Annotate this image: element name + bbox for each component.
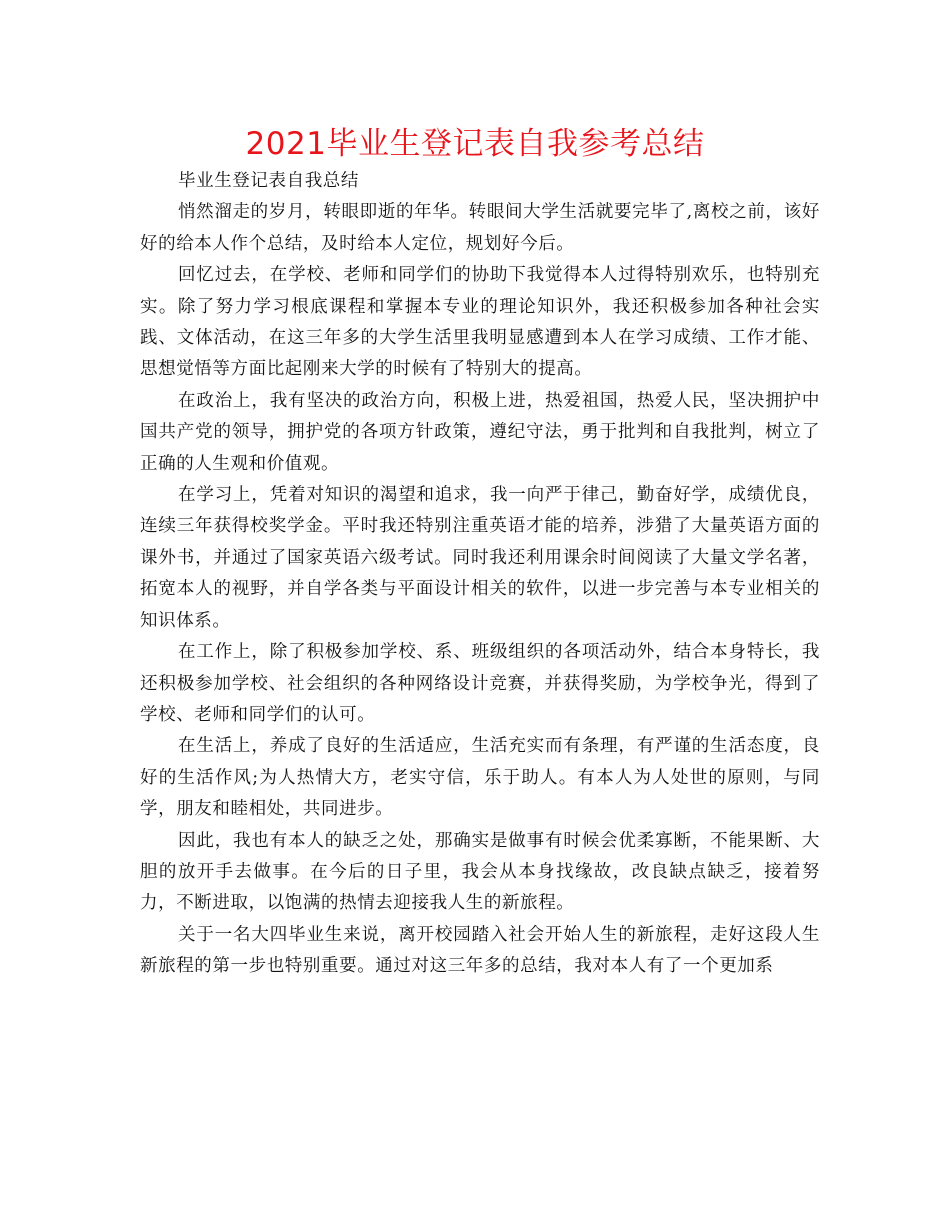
document-title: 2021毕业生登记表自我参考总结 bbox=[245, 126, 705, 162]
paragraph-conclusion: 关于一名大四毕业生来说，离开校园踏入社会开始人生的新旅程，走好这段人生新旅程的第一步也特别重要。通过对这三年多的总结，我对本人有了一个更加系 bbox=[140, 924, 820, 977]
paragraph-subtitle: 毕业生登记表自我总结 bbox=[178, 171, 359, 191]
paragraph-work: 在工作上，除了积极参加学校、系、班级组织的各项活动外，结合本身特长，我还积极参加学校、社会组织的各种网络设计竞赛，并获得奖励，为学校争光，得到了学校、老师和同学们的认可。 bbox=[140, 642, 820, 725]
paragraph-life: 在生活上，养成了良好的生活适应，生活充实而有条理，有严谨的生活态度，良好的生活作风;为人热情大方，老实守信，乐于助人。有本人为人处世的原则，与同学，朋友和睦相处，共同进步。 bbox=[140, 736, 820, 820]
document-body bbox=[140, 166, 820, 983]
paragraph-politics: 在政治上，我有坚决的政治方向，积极上进，热爱祖国，热爱人民，坚决拥护中国共产党的领导，拥护党的各项方针政策，遵纪守法，勇于批判和自我批判，树立了正确的人生观和价值观。 bbox=[140, 390, 820, 474]
paragraph-intro: 悄然溜走的岁月，转眼即逝的年华。转眼间大学生活就要完毕了,离校之前，该好好的给本人作个总结，及时给本人定位，规划好今后。 bbox=[140, 202, 820, 254]
paragraph-shortcomings: 因此，我也有本人的缺乏之处，那确实是做事有时候会优柔寡断，不能果断、大胆的放开手去做事。在今后的日子里，我会从本身找缘故，改良缺点缺乏，接着努力，不断进取，以饱满的热情去迎接我人生的新旅程。 bbox=[140, 830, 820, 914]
paragraph-study: 在学习上，凭着对知识的渴望和追求，我一向严于律己，勤奋好学，成绩优良，连续三年获得校奖学金。平时我还特别注重英语才能的培养，涉猎了大量英语方面的课外书，并通过了国家英语六级考试。同时我还利用课余时间阅读了大量文学名著，拓宽本人的视野，并自学各类与平面设计相关的软件，以进一步完善与本专业相关的知识体系。 bbox=[140, 485, 820, 631]
paragraph-review: 回忆过去，在学校、老师和同学们的协助下我觉得本人过得特别欢乐，也特别充实。除了努力学习根底课程和掌握本专业的理论知识外，我还积极参加各种社会实践、文体活动，在这三年多的大学生活里我明显感遭到本人在学习成绩、工作才能、思想觉悟等方面比起刚来大学的时候有了特别大的提高。 bbox=[140, 265, 820, 380]
